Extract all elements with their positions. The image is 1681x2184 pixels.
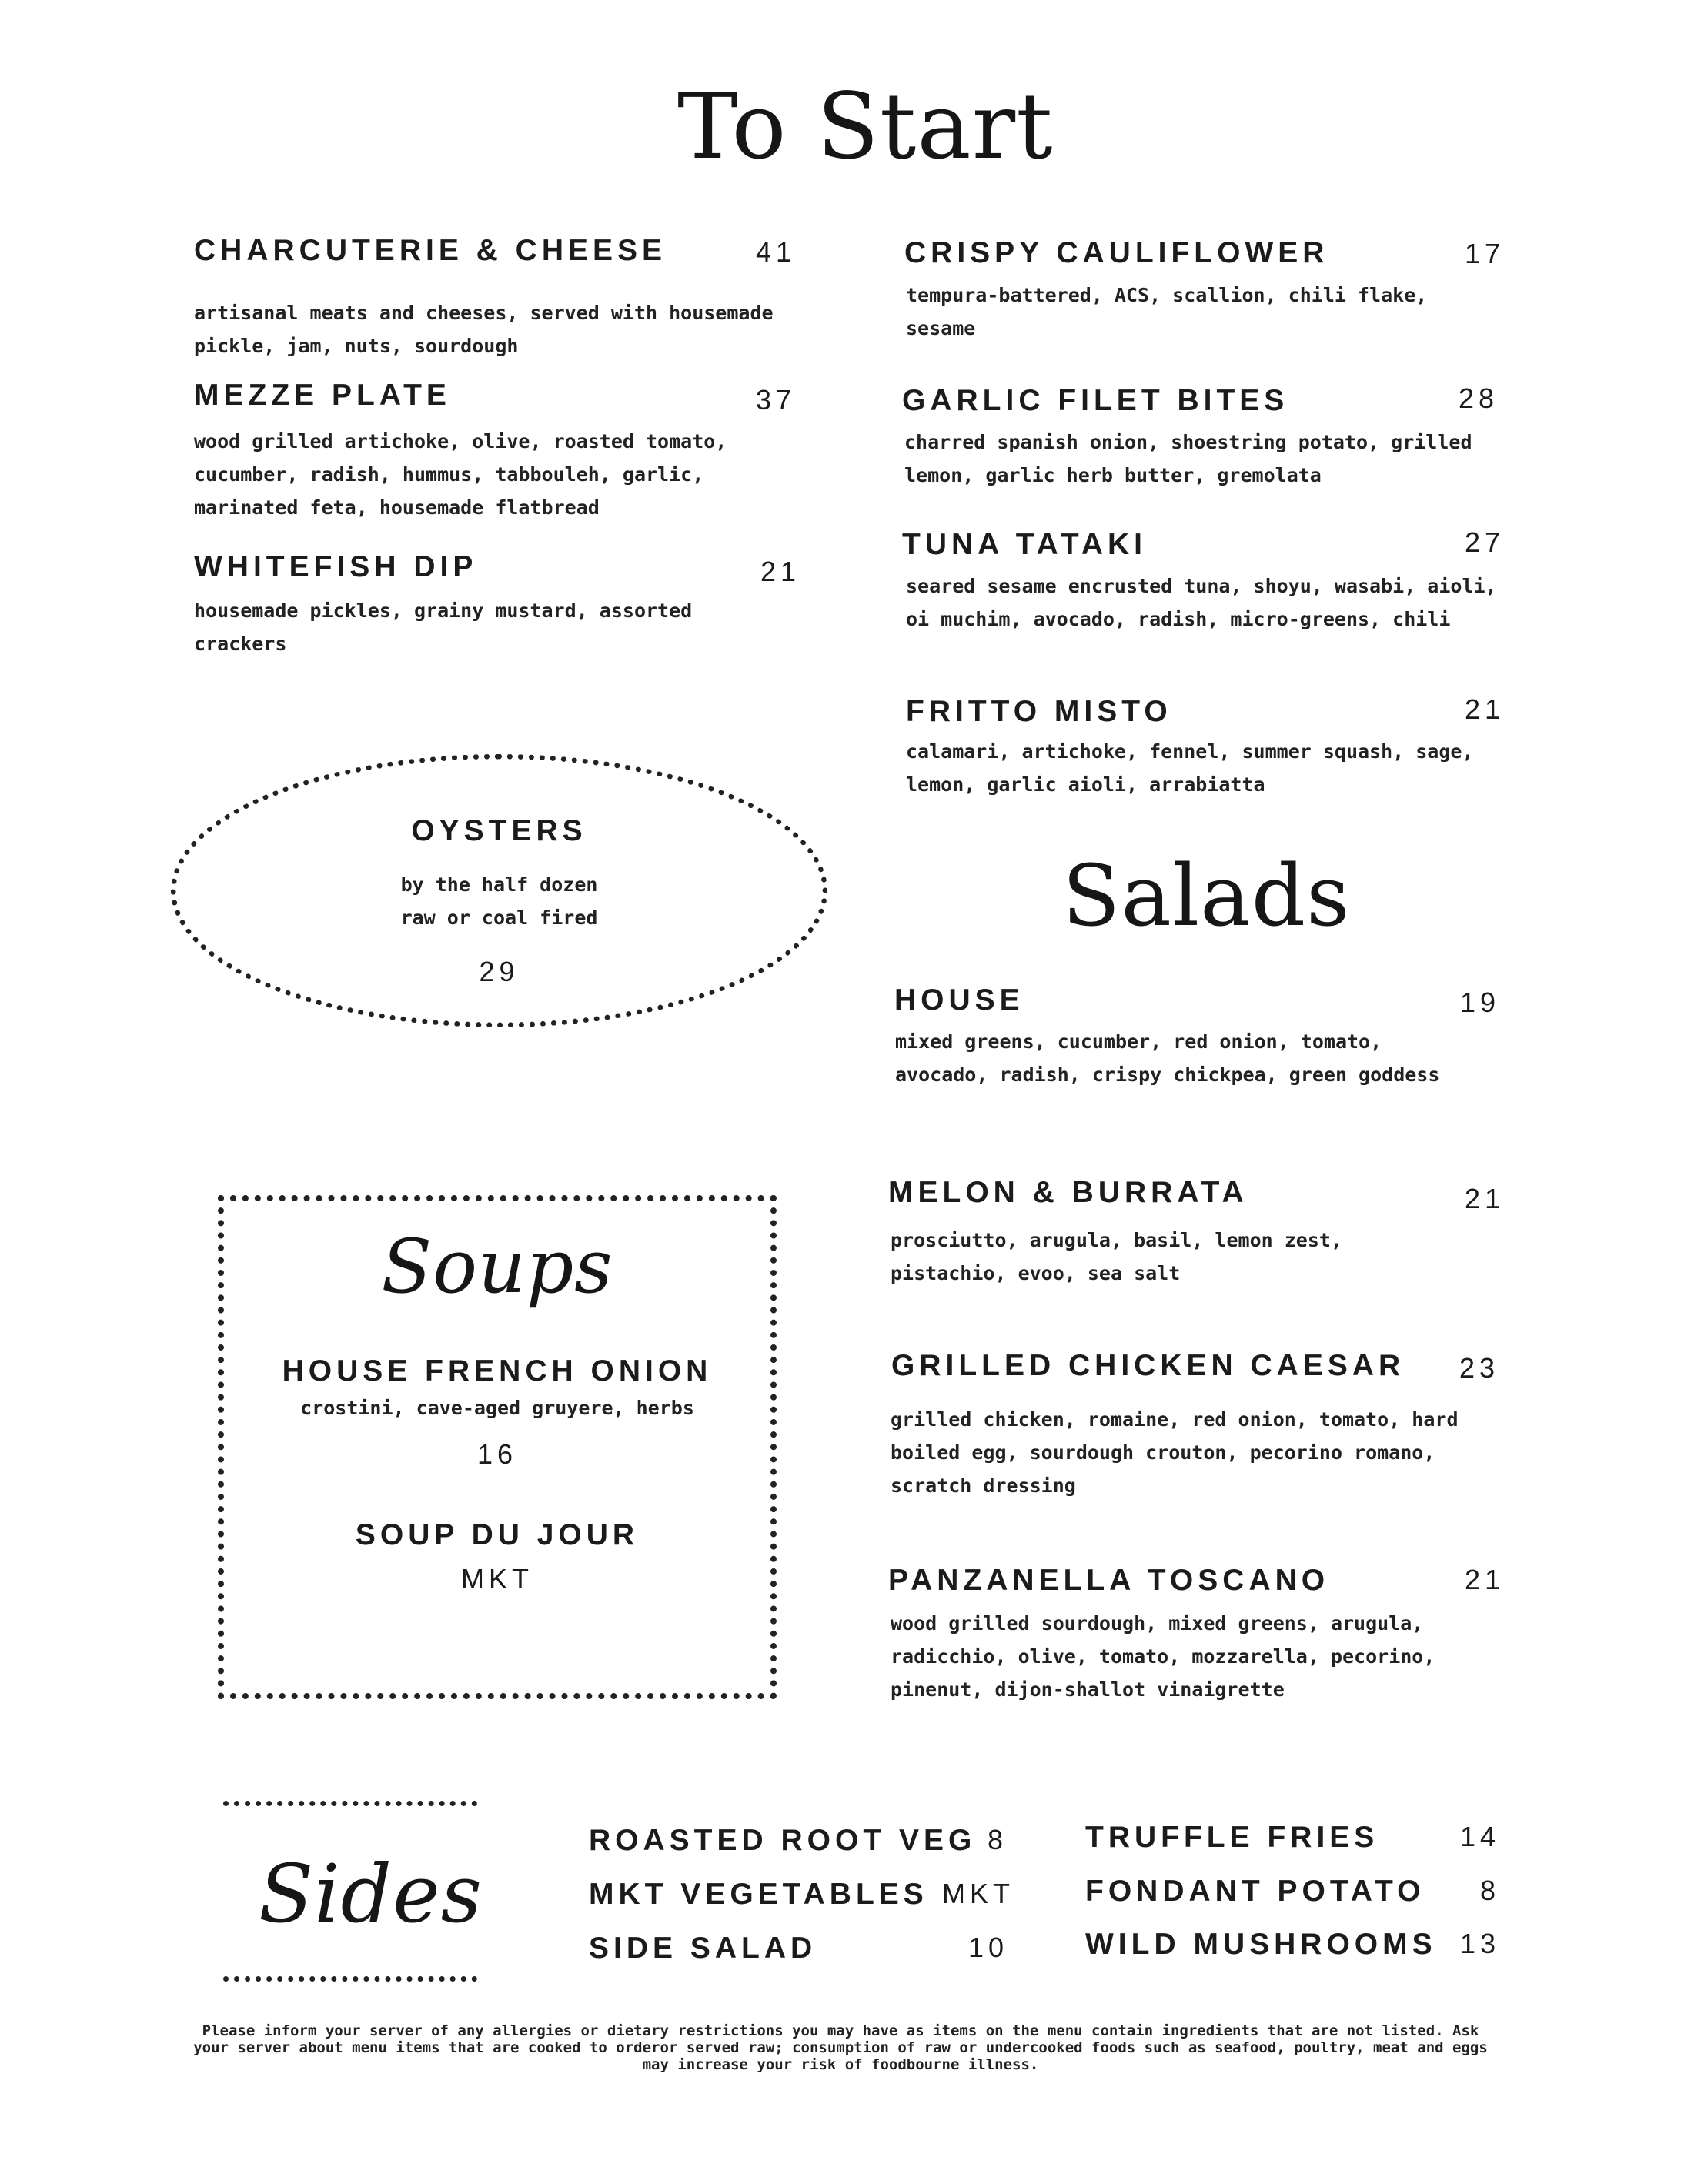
side-price: 8 (1480, 1875, 1501, 1906)
oysters-price: 29 (479, 956, 520, 987)
oysters-line-1: by the half dozen (400, 873, 598, 896)
item-description: artisanal meats and cheeses, served with housemade pickle, jam, nuts, sourdough (194, 302, 774, 357)
item-price: 37 (756, 384, 797, 416)
item-price: 21 (1465, 1183, 1506, 1214)
side-name: WILD MUSHROOMS (1085, 1928, 1437, 1961)
item-name: CRISPY CAULIFLOWER (904, 236, 1329, 269)
item-name: FRITTO MISTO (906, 695, 1172, 728)
item-price: 19 (1460, 987, 1501, 1018)
item-name: WHITEFISH DIP (194, 550, 478, 583)
heading-to-start: To Start (677, 73, 1054, 179)
item-description: prosciutto, arugula, basil, lemon zest, pistachio, evoo, sea salt (891, 1229, 1342, 1284)
side-price: 13 (1460, 1928, 1501, 1959)
side-price: 14 (1460, 1821, 1501, 1852)
item-description: wood grilled artichoke, olive, roasted tomato, cucumber, radish, hummus, tabbouleh, garlic, marinated feta, housemade flatbread (194, 430, 727, 519)
item-price: 28 (1459, 382, 1499, 414)
item-price: 21 (760, 556, 801, 587)
oysters-line-2: raw or coal fired (400, 907, 598, 929)
soup-name: SOUP DU JOUR (355, 1518, 640, 1551)
allergy-disclaimer: Please inform your server of any allergies or dietary restrictions you may have as items on the menu contain ingredients that are not listed. Ask your server about menu items that are cooked to orderor served raw; consumption of raw or undercooked foods such as seafood, poultry, meat and eggs may increase your risk of foodbourne illness. (193, 2022, 1488, 2073)
side-price: 10 (968, 1932, 1009, 1963)
item-price: 23 (1459, 1352, 1500, 1384)
item-description: grilled chicken, romaine, red onion, tomato, hard boiled egg, sourdough crouton, pecorino romano, scratch dressing (891, 1408, 1459, 1497)
item-description: seared sesame encrusted tuna, shoyu, wasabi, aioli, oi muchim, avocado, radish, micro-greens, chili (906, 575, 1497, 630)
soups-block (218, 1224, 777, 1595)
item-name: MEZZE PLATE (194, 379, 451, 412)
oysters-block (171, 814, 827, 988)
soup-description: crostini, cave-aged gruyere, herbs (300, 1397, 694, 1419)
item-description: wood grilled sourdough, mixed greens, arugula, radicchio, olive, tomato, mozzarella, pecorino, pinenut, dijon-shallot vinaigrette (891, 1612, 1435, 1701)
item-name: GARLIC FILET BITES (902, 384, 1289, 417)
item-name: GRILLED CHICKEN CAESAR (891, 1349, 1405, 1382)
item-name: HOUSE (894, 983, 1024, 1017)
item-price: 41 (756, 236, 797, 268)
item-description: calamari, artichoke, fennel, summer squash, sage, lemon, garlic aioli, arrabiatta (906, 740, 1474, 796)
item-description: charred spanish onion, shoestring potato, grilled lemon, garlic herb butter, gremolata (904, 431, 1472, 486)
item-price: 21 (1465, 693, 1506, 725)
sides-bottom-divider (223, 1976, 477, 1982)
side-name: FONDANT POTATO (1085, 1875, 1425, 1908)
heading-sides: Sides (259, 1847, 483, 1941)
item-description: tempura-battered, ACS, scallion, chili flake, sesame (906, 284, 1428, 339)
side-name: SIDE SALAD (589, 1932, 817, 1965)
item-name: MELON & BURRATA (888, 1176, 1248, 1209)
side-name: MKT VEGETABLES (589, 1878, 928, 1911)
sides-top-divider (223, 1801, 477, 1806)
item-name: CHARCUTERIE & CHEESE (194, 234, 667, 267)
item-name: PANZANELLA TOSCANO (888, 1564, 1330, 1597)
item-price: 17 (1465, 238, 1506, 269)
item-price: 27 (1465, 526, 1506, 558)
item-description: mixed greens, cucumber, red onion, tomato, avocado, radish, crispy chickpea, green goddess (895, 1030, 1440, 1086)
side-price: MKT (942, 1878, 1014, 1909)
oysters-name: OYSTERS (411, 814, 587, 847)
item-price: 21 (1465, 1564, 1506, 1595)
item-description: housemade pickles, grainy mustard, assorted crackers (194, 599, 693, 655)
side-name: TRUFFLE FRIES (1085, 1821, 1379, 1854)
side-name: ROASTED ROOT VEG (589, 1824, 977, 1857)
side-price: 8 (988, 1824, 1008, 1855)
soup-price: MKT (461, 1563, 533, 1595)
soup-name: HOUSE FRENCH ONION (282, 1354, 713, 1388)
item-name: TUNA TATAKI (902, 528, 1147, 561)
soup-price: 16 (476, 1438, 518, 1470)
heading-soups: Soups (381, 1224, 613, 1310)
heading-salads: Salads (1062, 847, 1351, 945)
